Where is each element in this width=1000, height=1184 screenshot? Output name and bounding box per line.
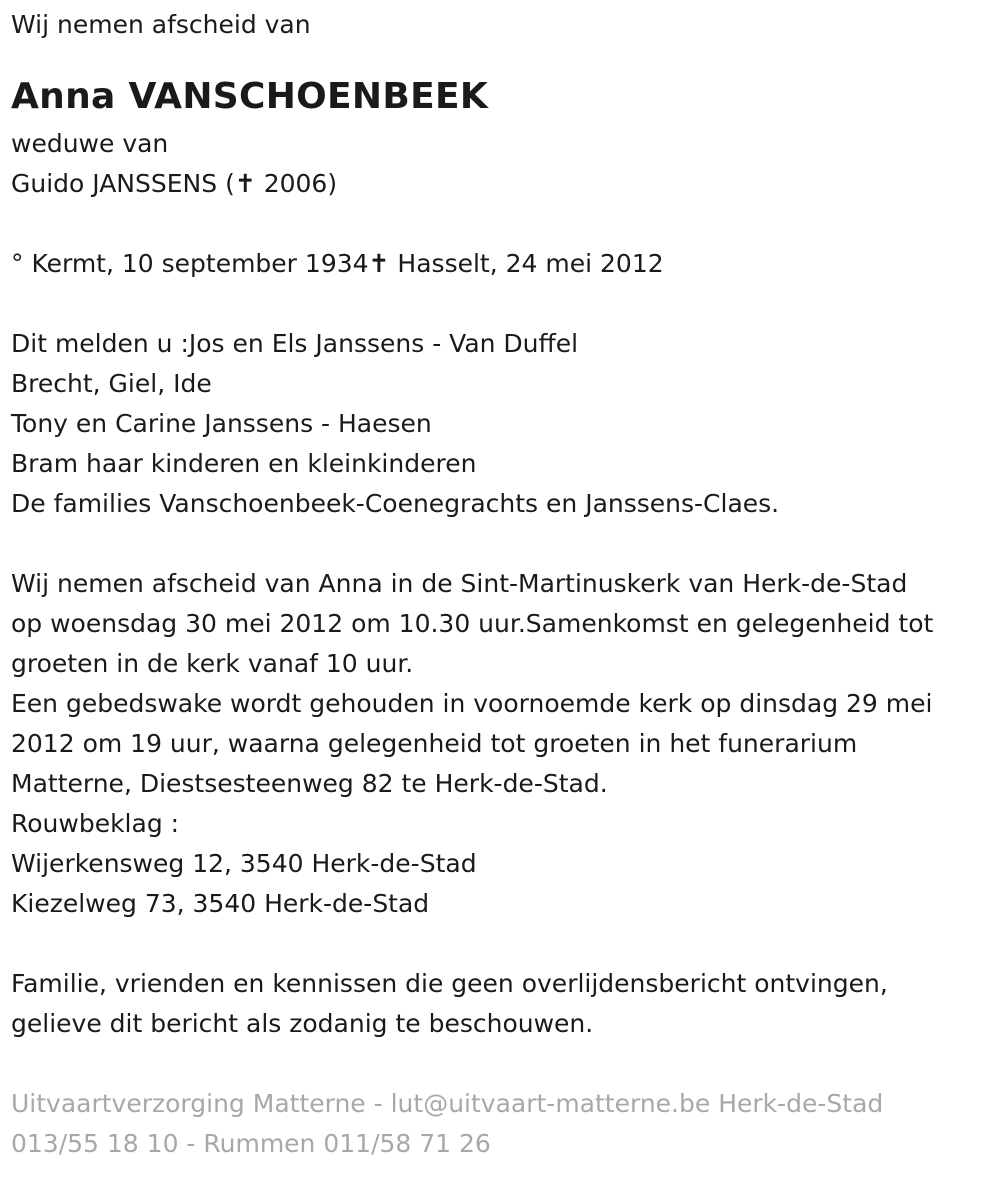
ceremony-section [11,564,1000,924]
family-line: De families Vanschoenbeek-Coenegrachts en Janssens-Claes. [11,489,780,518]
spouse-name: Guido JANSSENS (✝ 2006) [11,169,338,198]
spacer [11,284,1000,324]
footer-line: 013/55 18 10 - Rummen 011/58 71 26 [11,1129,491,1158]
condolence-address: Wijerkensweg 12, 3540 Herk-de-Stad [11,849,477,878]
spacer [11,1044,1000,1084]
spacer [11,924,1000,964]
funeral-home-footer [11,1084,1000,1164]
ceremony-line: Een gebedswake wordt gehouden in voornoemde kerk op dinsdag 29 mei [11,689,933,718]
family-line: Brecht, Giel, Ide [11,369,212,398]
closing-line: gelieve dit bericht als zodanig te beschouwen. [11,1009,594,1038]
closing-line: Familie, vrienden en kennissen die geen overlijdensbericht ontvingen, [11,969,888,998]
family-section [11,324,1000,524]
ceremony-line: 2012 om 19 uur, waarna gelegenheid tot groeten in het funerarium [11,729,858,758]
deceased-name: Anna VANSCHOENBEEK [11,76,489,117]
closing-section [11,964,1000,1044]
footer-line: Uitvaartverzorging Matterne - lut@uitvaart-matterne.be Herk-de-Stad [11,1089,884,1118]
condolence-address: Kiezelweg 73, 3540 Herk-de-Stad [11,889,430,918]
family-line: Dit melden u :Jos en Els Janssens - Van Duffel [11,329,579,358]
ceremony-line: op woensdag 30 mei 2012 om 10.30 uur.Samenkomst en gelegenheid tot [11,609,934,638]
condolence-label: Rouwbeklag : [11,809,180,838]
spouse-relation: weduwe van [11,129,169,158]
family-line: Bram haar kinderen en kleinkinderen [11,449,477,478]
ceremony-line: groeten in de kerk vanaf 10 uur. [11,649,414,678]
birth-death-line: ° Kermt, 10 september 1934✝ Hasselt, 24 mei 2012 [11,249,664,278]
intro-text: Wij nemen afscheid van [11,10,311,39]
spacer [11,524,1000,564]
spacer [11,204,1000,244]
ceremony-line: Wij nemen afscheid van Anna in de Sint-Martinuskerk van Herk-de-Stad [11,569,908,598]
ceremony-line: Matterne, Diestsesteenweg 82 te Herk-de-Stad. [11,769,608,798]
family-line: Tony en Carine Janssens - Haesen [11,409,432,438]
